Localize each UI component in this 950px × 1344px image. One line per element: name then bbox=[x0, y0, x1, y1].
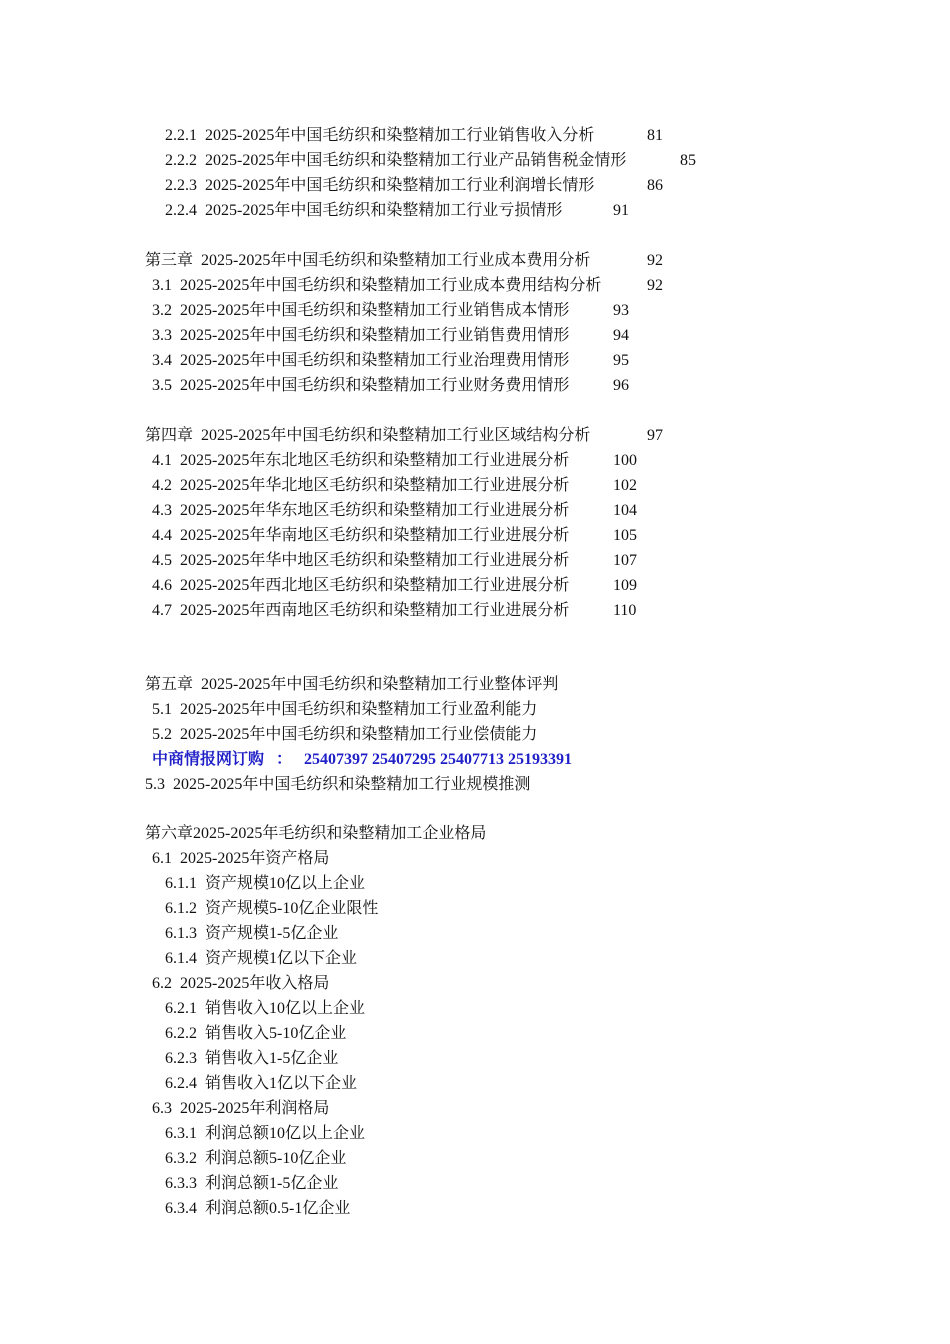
toc-entry: 2.2.3 2025-2025年中国毛纺织和染整精加工行业利润增长情形 bbox=[165, 177, 595, 194]
toc-page-number: 91 bbox=[613, 202, 629, 219]
toc-entry: 6.2.1 销售收入10亿以上企业 bbox=[165, 1000, 366, 1017]
toc-entry: 4.1 2025-2025年东北地区毛纺织和染整精加工行业进展分析 bbox=[152, 452, 570, 469]
toc-entry: 3.5 2025-2025年中国毛纺织和染整精加工行业财务费用情形 bbox=[152, 377, 570, 394]
toc-page-number: 97 bbox=[647, 427, 663, 444]
toc-entry: 3.4 2025-2025年中国毛纺织和染整精加工行业治理费用情形 bbox=[152, 352, 570, 369]
toc-page-number: 96 bbox=[613, 377, 629, 394]
toc-entry: 5.3 2025-2025年中国毛纺织和染整精加工行业规模推测 bbox=[145, 776, 531, 793]
toc-chapter-heading: 第五章 2025-2025年中国毛纺织和染整精加工行业整体评判 bbox=[145, 676, 559, 693]
order-contact-phones: 25407397 25407295 25407713 25193391 bbox=[304, 751, 573, 768]
toc-chapter-heading: 第三章 2025-2025年中国毛纺织和染整精加工行业成本费用分析 bbox=[145, 252, 591, 269]
toc-entry: 6.2 2025-2025年收入格局 bbox=[152, 975, 330, 992]
toc-page-number: 109 bbox=[613, 577, 637, 594]
toc-entry: 3.1 2025-2025年中国毛纺织和染整精加工行业成本费用结构分析 bbox=[152, 277, 602, 294]
toc-entry: 2.2.2 2025-2025年中国毛纺织和染整精加工行业产品销售税金情形 bbox=[165, 152, 627, 169]
toc-entry: 4.6 2025-2025年西北地区毛纺织和染整精加工行业进展分析 bbox=[152, 577, 570, 594]
order-contact-label: 中商情报网订购 bbox=[152, 751, 265, 768]
toc-page-number: 85 bbox=[680, 152, 696, 169]
toc-entry: 6.1.4 资产规模1亿以下企业 bbox=[165, 950, 358, 967]
toc-entry: 6.2.4 销售收入1亿以下企业 bbox=[165, 1075, 358, 1092]
toc-page-number: 102 bbox=[613, 477, 637, 494]
toc-page-number: 107 bbox=[613, 552, 637, 569]
toc-entry: 4.3 2025-2025年华东地区毛纺织和染整精加工行业进展分析 bbox=[152, 502, 570, 519]
toc-entry: 6.2.3 销售收入1-5亿企业 bbox=[165, 1050, 339, 1067]
toc-entry: 3.2 2025-2025年中国毛纺织和染整精加工行业销售成本情形 bbox=[152, 302, 570, 319]
order-contact-colon: ： bbox=[276, 751, 293, 768]
toc-page-number: 105 bbox=[613, 527, 637, 544]
toc-entry: 6.1 2025-2025年资产格局 bbox=[152, 850, 330, 867]
toc-entry: 6.3.4 利润总额0.5-1亿企业 bbox=[165, 1200, 351, 1217]
toc-entry: 2.2.1 2025-2025年中国毛纺织和染整精加工行业销售收入分析 bbox=[165, 127, 595, 144]
toc-entry: 6.2.2 销售收入5-10亿企业 bbox=[165, 1025, 347, 1042]
toc-entry: 2.2.4 2025-2025年中国毛纺织和染整精加工行业亏损情形 bbox=[165, 202, 563, 219]
toc-page-number: 94 bbox=[613, 327, 629, 344]
toc-page-number: 92 bbox=[647, 252, 663, 269]
toc-entry: 4.4 2025-2025年华南地区毛纺织和染整精加工行业进展分析 bbox=[152, 527, 570, 544]
toc-entry: 6.3 2025-2025年利润格局 bbox=[152, 1100, 330, 1117]
toc-entry: 4.7 2025-2025年西南地区毛纺织和染整精加工行业进展分析 bbox=[152, 602, 570, 619]
toc-page-number: 104 bbox=[613, 502, 637, 519]
toc-entry: 6.1.3 资产规模1-5亿企业 bbox=[165, 925, 339, 942]
toc-chapter-heading: 第六章2025-2025年毛纺织和染整精加工企业格局 bbox=[145, 825, 487, 842]
toc-entry: 3.3 2025-2025年中国毛纺织和染整精加工行业销售费用情形 bbox=[152, 327, 570, 344]
toc-entry: 4.2 2025-2025年华北地区毛纺织和染整精加工行业进展分析 bbox=[152, 477, 570, 494]
toc-entry: 6.3.3 利润总额1-5亿企业 bbox=[165, 1175, 339, 1192]
toc-page-number: 92 bbox=[647, 277, 663, 294]
toc-page-number: 93 bbox=[613, 302, 629, 319]
toc-page-number: 86 bbox=[647, 177, 663, 194]
toc-entry: 5.2 2025-2025年中国毛纺织和染整精加工行业偿债能力 bbox=[152, 726, 538, 743]
toc-entry: 6.3.2 利润总额5-10亿企业 bbox=[165, 1150, 347, 1167]
toc-entry: 6.1.2 资产规模5-10亿企业限性 bbox=[165, 900, 379, 917]
toc-page-number: 95 bbox=[613, 352, 629, 369]
toc-page-number: 110 bbox=[613, 602, 637, 619]
order-contact-line bbox=[152, 748, 572, 772]
toc-entry: 6.1.1 资产规模10亿以上企业 bbox=[165, 875, 366, 892]
toc-page-number: 81 bbox=[647, 127, 663, 144]
toc-entry: 4.5 2025-2025年华中地区毛纺织和染整精加工行业进展分析 bbox=[152, 552, 570, 569]
toc-entry: 6.3.1 利润总额10亿以上企业 bbox=[165, 1125, 366, 1142]
toc-page-number: 100 bbox=[613, 452, 637, 469]
toc-chapter-heading: 第四章 2025-2025年中国毛纺织和染整精加工行业区域结构分析 bbox=[145, 427, 591, 444]
toc-entry: 5.1 2025-2025年中国毛纺织和染整精加工行业盈利能力 bbox=[152, 701, 538, 718]
